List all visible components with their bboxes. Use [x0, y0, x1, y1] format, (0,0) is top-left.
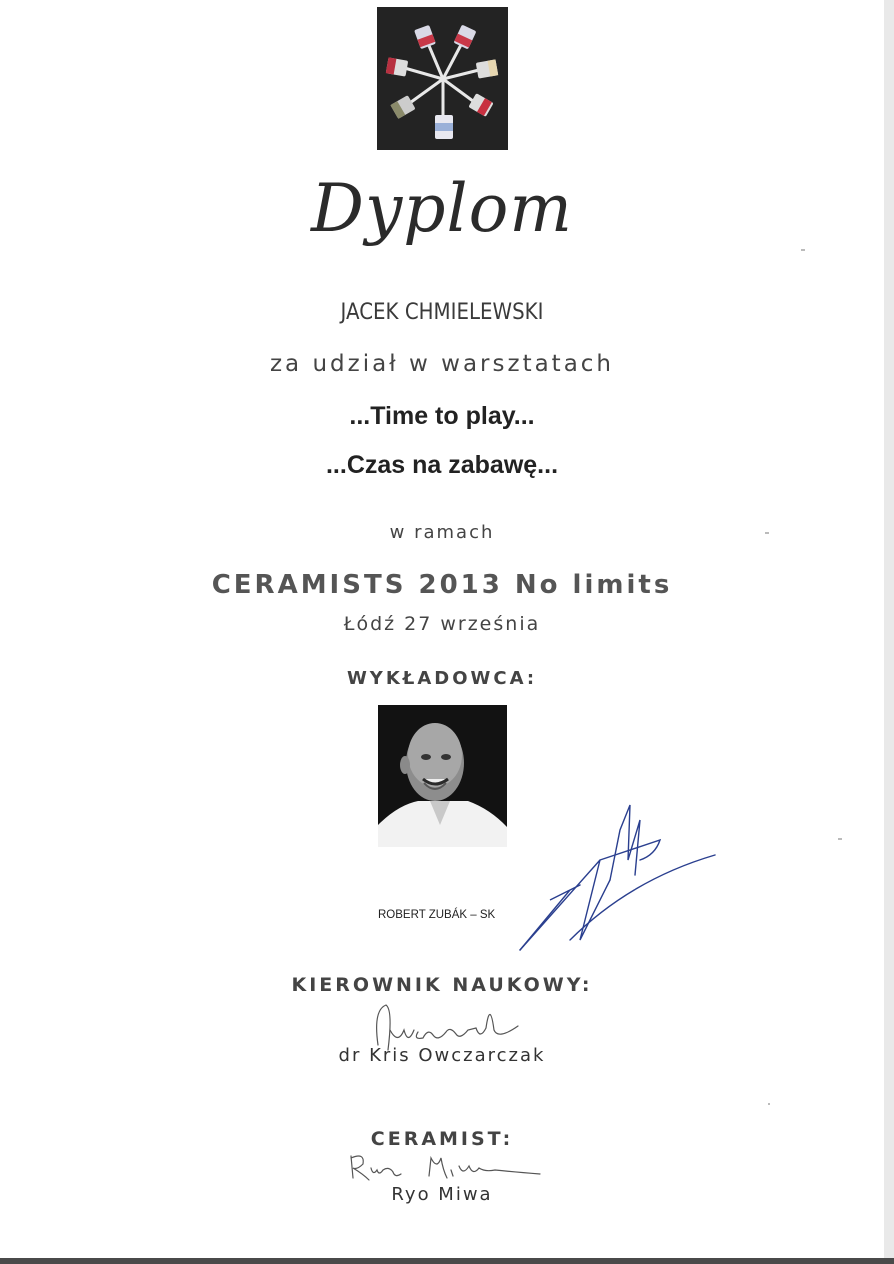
portrait-icon: [378, 705, 507, 847]
scan-edge-right: [884, 0, 894, 1264]
ceramic-jars-logo-icon: [377, 7, 508, 150]
lecturer-name: ROBERT ZUBÁK – SK: [378, 909, 496, 921]
certificate-title: Dyplom: [311, 170, 573, 247]
scan-edge-bottom: [0, 1258, 894, 1264]
workshop-title-pl: ...Czas na zabawę...: [325, 451, 559, 479]
ceramist-heading: CERAMIST:: [370, 1128, 514, 1150]
scan-speck: [765, 532, 769, 534]
scientific-head-heading: KIEROWNIK NAUKOWY:: [291, 974, 593, 996]
location-date: Łódź 27 września: [343, 613, 541, 635]
workshop-title-en: ...Time to play...: [349, 402, 535, 430]
participation-text: za udział w warsztatach: [269, 351, 615, 377]
scan-speck: [768, 1103, 770, 1105]
lecturer-heading: WYKŁADOWCA:: [346, 668, 538, 689]
scan-speck: [801, 249, 805, 251]
scientific-head-name: dr Kris Owczarczak: [338, 1045, 546, 1066]
event-name: CERAMISTS 2013 No limits: [211, 570, 673, 600]
lecturer-photo: [378, 705, 507, 847]
event-logo: [377, 7, 508, 150]
scan-speck: [838, 838, 842, 840]
recipient-name: JACEK CHMIELEWSKI: [340, 300, 544, 325]
ceramist-name: Ryo Miwa: [391, 1184, 493, 1205]
framework-text: w ramach: [389, 522, 495, 543]
